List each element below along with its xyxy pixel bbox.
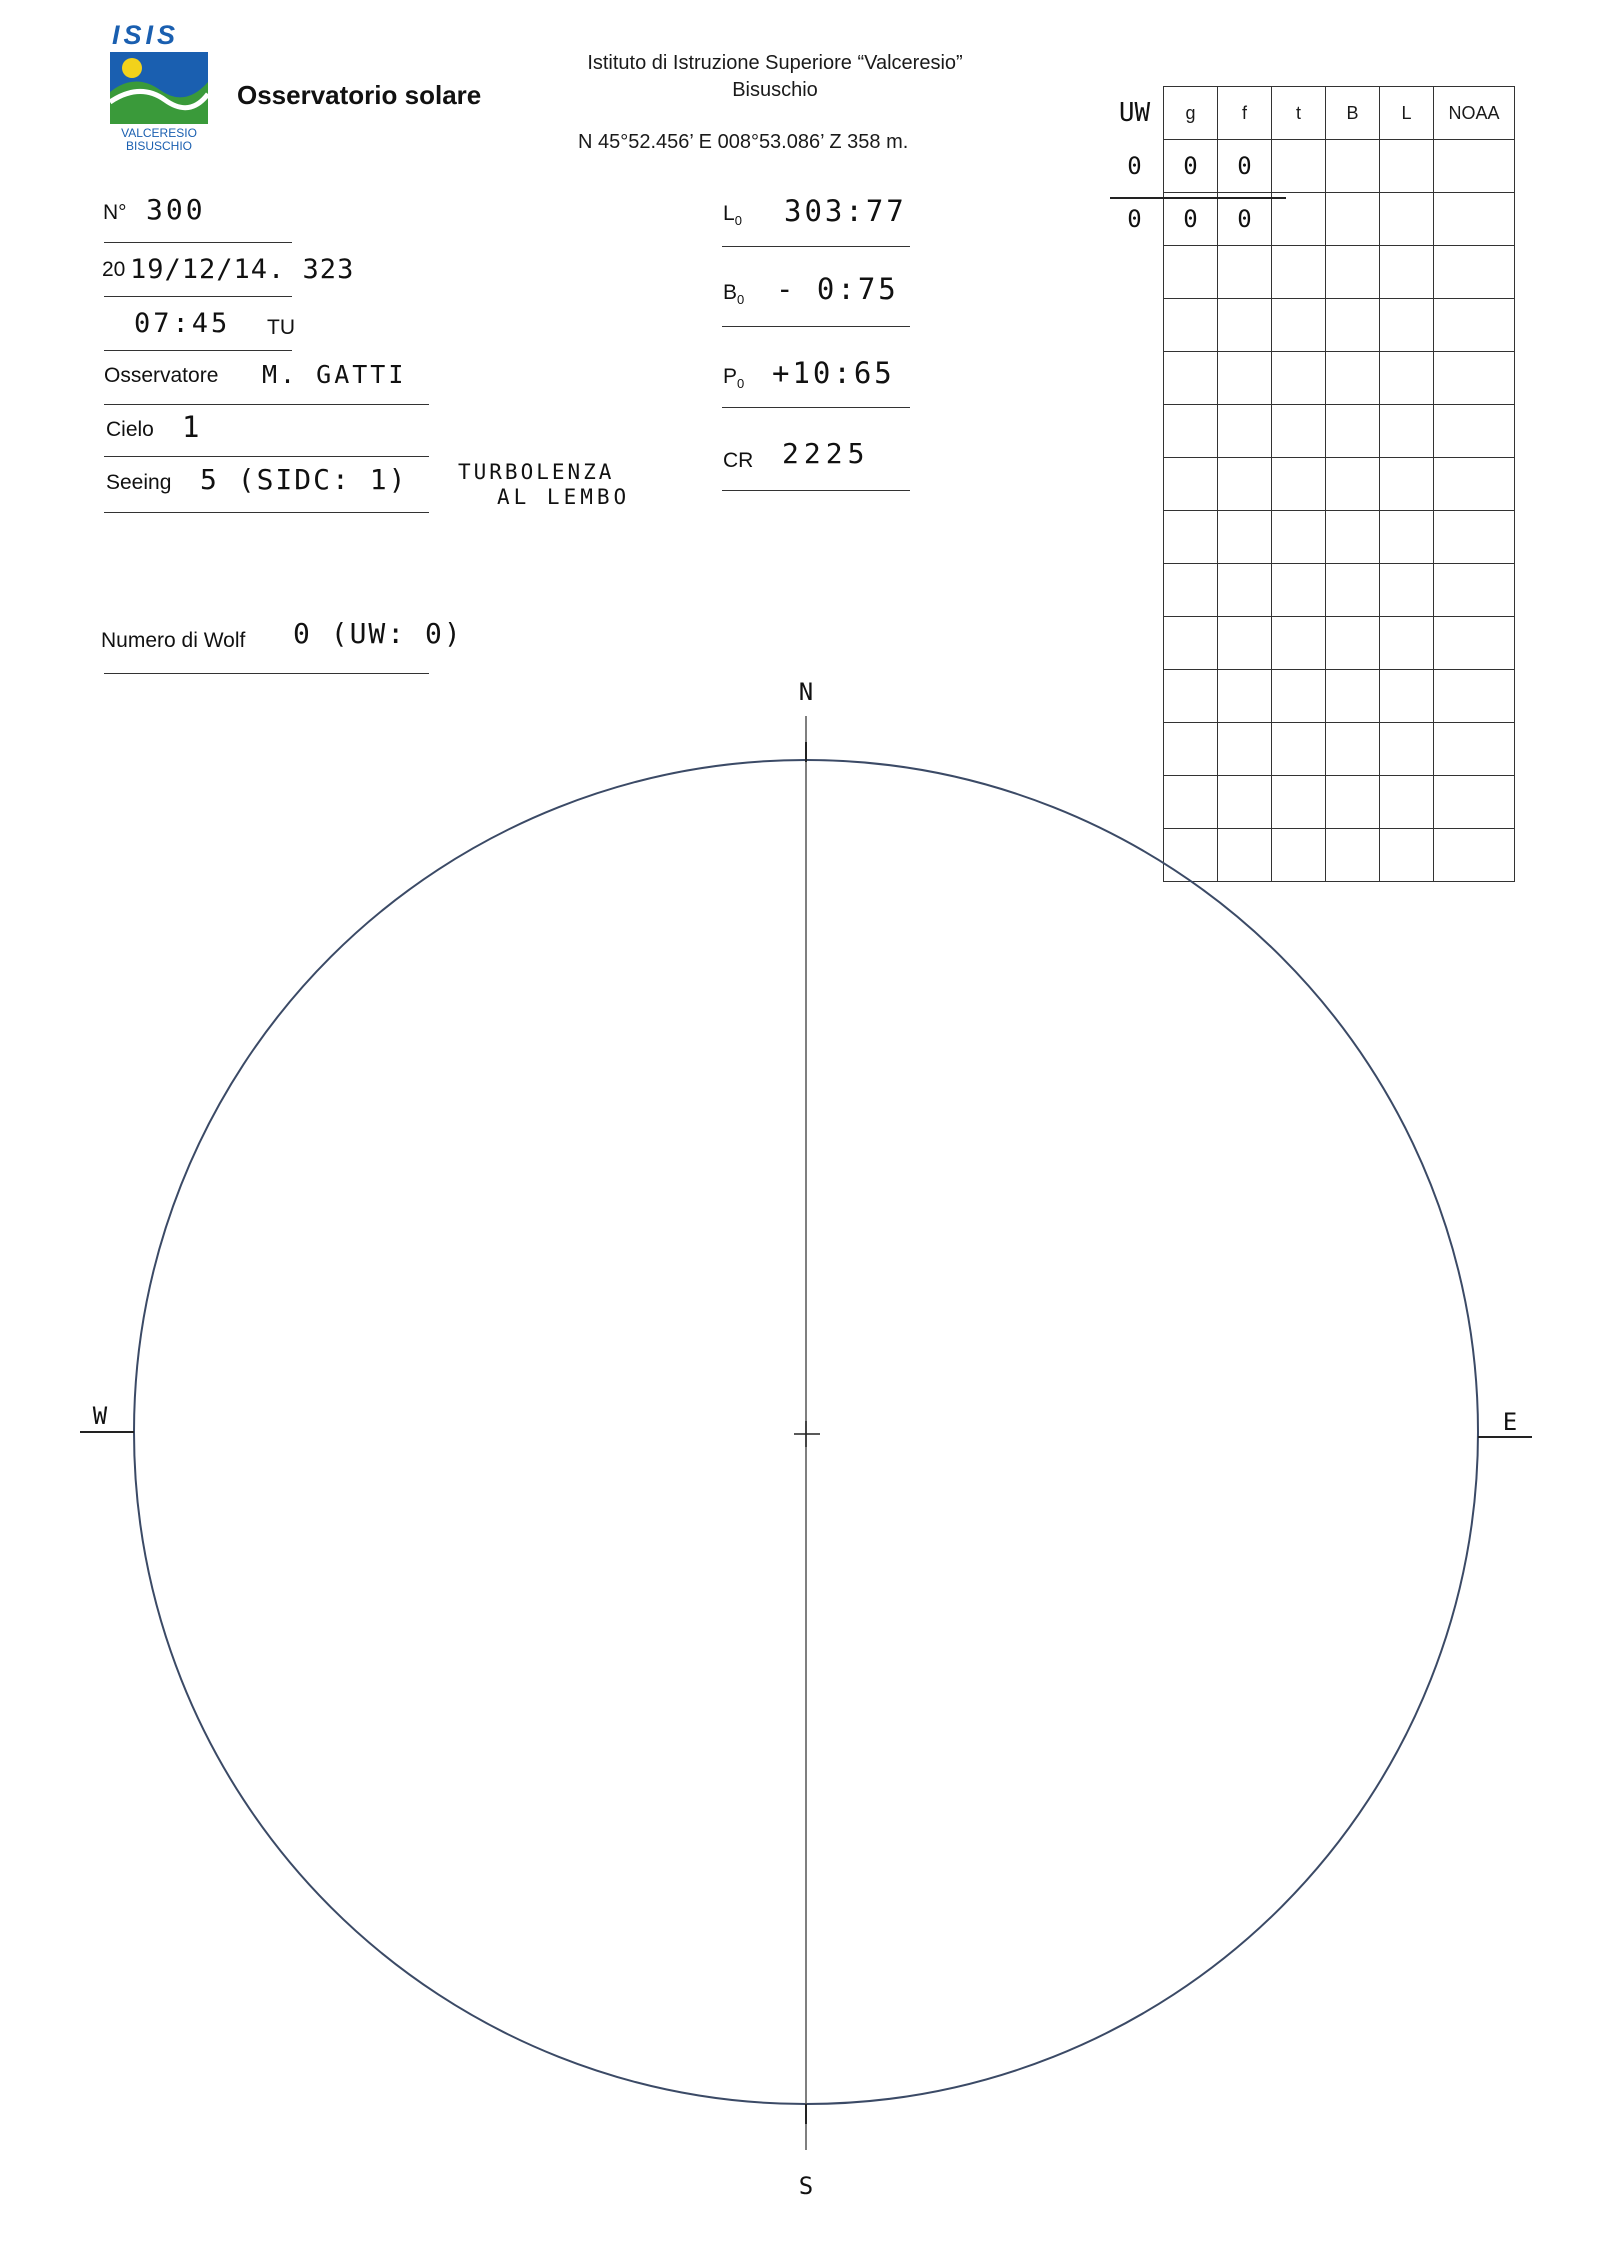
cell-f[interactable]: 0	[1218, 140, 1272, 193]
p0-letter: P	[723, 365, 738, 388]
b0-value[interactable]: - 0:75	[776, 272, 899, 306]
date-value[interactable]: 19/12/14. 323	[130, 254, 355, 285]
observer-value[interactable]: M. GATTI	[262, 360, 407, 389]
l0-value[interactable]: 303:77	[784, 194, 907, 228]
wolf-label: Numero di Wolf	[101, 629, 246, 652]
cell-g[interactable]: 0	[1164, 193, 1218, 246]
note-line-2[interactable]: AL LEMBO	[497, 485, 631, 509]
cell-g[interactable]: 0	[1164, 140, 1218, 193]
logo-wordmark: ISIS	[112, 20, 180, 50]
seeing-label: Seeing	[106, 471, 172, 494]
cr-value[interactable]: 2225	[782, 437, 870, 470]
col-f-header: f	[1218, 87, 1272, 140]
south-label: S	[798, 2172, 814, 2200]
col-b-header: B	[1326, 87, 1380, 140]
date-prefix: 20	[102, 258, 126, 281]
sky-label: Cielo	[106, 418, 154, 441]
number-value[interactable]: 300	[146, 193, 206, 226]
l0-subscript: 0	[734, 213, 742, 229]
cell-uw[interactable]: 0	[1127, 152, 1142, 180]
note-line-1[interactable]: TURBOLENZA	[458, 460, 615, 484]
institute-town: Bisuschio	[732, 79, 818, 101]
l0-letter: L	[723, 202, 735, 225]
time-unit: TU	[267, 316, 295, 339]
col-t-header: t	[1272, 87, 1326, 140]
cell-f[interactable]: 0	[1218, 193, 1272, 246]
institute-name: Istituto di Istruzione Superiore “Valceresio”	[587, 52, 963, 74]
p0-subscript: 0	[737, 376, 745, 392]
cell-uw[interactable]: 0	[1127, 205, 1142, 233]
b0-letter: B	[723, 281, 738, 304]
observer-label: Osservatore	[104, 364, 219, 387]
observatory-title: Osservatorio solare	[237, 80, 482, 110]
col-g-header: g	[1164, 87, 1218, 140]
wolf-value[interactable]: 0 (UW: 0)	[293, 617, 463, 650]
time-value[interactable]: 07:45	[134, 308, 231, 339]
east-label: E	[1502, 1408, 1518, 1436]
number-label: N°	[103, 201, 127, 224]
b0-subscript: 0	[737, 292, 745, 308]
col-noaa-header: NOAA	[1434, 87, 1515, 140]
col-l-header: L	[1380, 87, 1434, 140]
sky-value[interactable]: 1	[182, 410, 203, 444]
north-label: N	[798, 678, 814, 706]
site-coordinates: N 45°52.456’ E 008°53.086’ Z 358 m.	[578, 131, 909, 153]
seeing-value[interactable]: 5 (SIDC: 1)	[200, 463, 408, 496]
west-label: W	[92, 1402, 108, 1430]
col-uw-header: UW	[1118, 98, 1151, 128]
logo-subtitle: VALCERESIO BISUSCHIO	[121, 126, 197, 153]
p0-value[interactable]: +10:65	[772, 356, 895, 390]
cr-label: CR	[723, 449, 754, 472]
